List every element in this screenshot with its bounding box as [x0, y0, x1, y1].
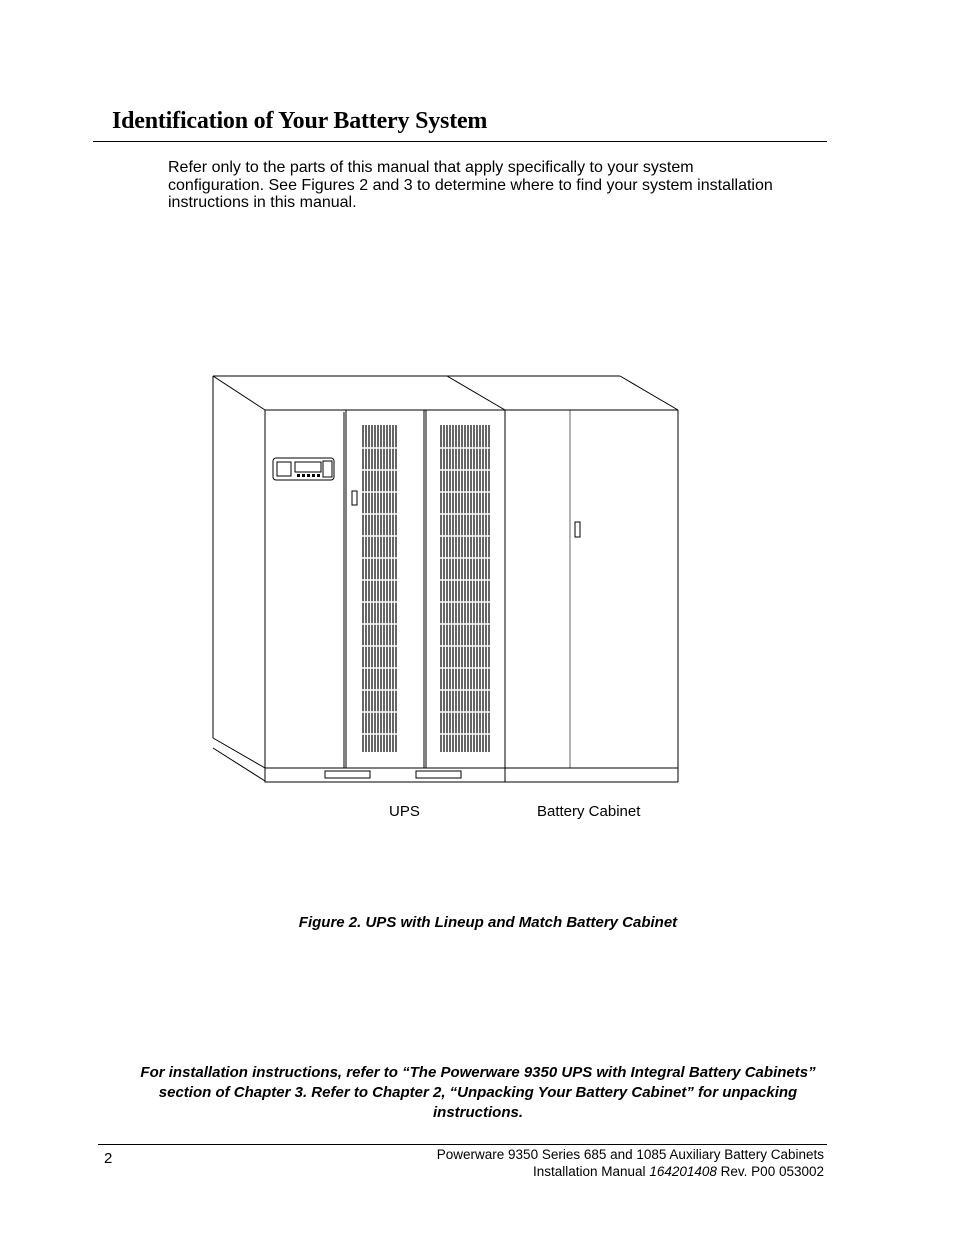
ups-cabinet-drawing: [213, 376, 505, 782]
door-vent-grille-left: [362, 425, 398, 752]
figure-caption: Figure 2. UPS with Lineup and Match Battery Cabinet: [298, 914, 678, 931]
installation-instructions: For installation instructions, refer to “The Powerware 9350 UPS with Integral Battery Cabinets” section of Chapter 3. Refer to Chapter 2, “Unpacking Your Battery Cabinet” for unpacking instructions.: [140, 1064, 816, 1121]
footer-revision: Rev. P00 053002: [720, 1164, 824, 1179]
panel-buttons: [297, 474, 320, 477]
footer-manual-line: [437, 1163, 824, 1180]
door-vent-grille-right: [440, 425, 492, 752]
footer-doc-number: 164201408: [649, 1164, 717, 1179]
intro-paragraph: Refer only to the parts of this manual that apply specifically to your system configuration. See Figures 2 and 3 to determine where to find your system installation instructions in this manual.: [168, 159, 773, 211]
section-heading: Identification of Your Battery System: [112, 108, 488, 134]
label-battery-cabinet: Battery Cabinet: [537, 803, 641, 820]
label-ups: UPS: [389, 803, 420, 820]
footer-manual-prefix: Installation Manual: [532, 1164, 646, 1179]
footer-divider: [98, 1144, 827, 1145]
footer-title: Powerware 9350 Series 685 and 1085 Auxiliary Battery Cabinets: [436, 1147, 824, 1162]
footer-doc-info: [437, 1146, 824, 1180]
battery-cabinet-drawing: [447, 376, 678, 782]
page-number: 2: [104, 1150, 113, 1167]
